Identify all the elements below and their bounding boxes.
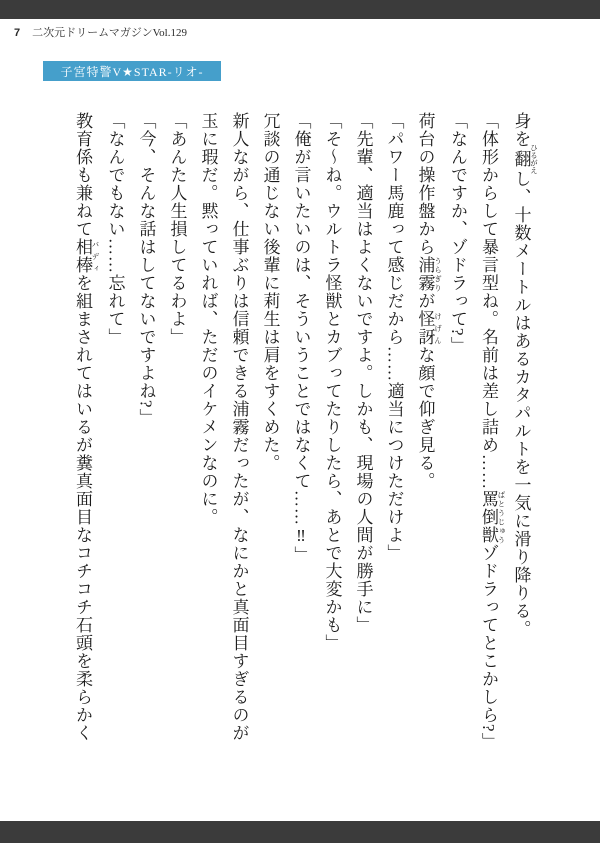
text-line: 教育係も兼ねて相棒 バディを組まされてはいるが糞真面目なコチコチ石頭を柔らかく — [73, 112, 100, 742]
top-bar — [0, 0, 600, 19]
text-line: 「なんですか、ゾドラって?」 — [448, 112, 467, 355]
text-line: 「あんた人生損してるわよ」 — [167, 112, 187, 346]
chapter-badge — [43, 61, 221, 81]
text-line: 荷台の操作盤から浦霧 うらぎりが怪訝 けげんな顔で仰ぎ見る。 — [415, 112, 443, 490]
text-line: 「体形からして暴言型ね。名前は差し詰め……罵倒獣 ばとうじゅうゾドラってとこかしら?」 — [479, 112, 506, 751]
text-line: 「パワー馬鹿って感じだから……適当につけただけよ」 — [384, 112, 404, 562]
furigana-ruby: 相棒 バディ — [73, 238, 100, 274]
furigana-ruby: 罵倒獣 ばとうじゅう — [479, 490, 506, 544]
furigana-ruby: 怪訝 けげん — [415, 310, 443, 346]
text-line: 身を翻 ひるがえし、十数メートルはあるカタパルトを一気に滑り降りる。 — [511, 112, 539, 638]
novel-text-block — [67, 112, 538, 772]
text-line: 冗談の通じない後輩に莉生は肩をすくめた。 — [260, 112, 280, 472]
text-line: 「俺が言いたいのは、そういうことではなくて……‼」 — [291, 112, 311, 564]
text-line: 「そ〜ね。ウルトラ怪獣とカブってたりしたら、あとで大変かも」 — [322, 112, 342, 652]
furigana-ruby: 浦霧 うらぎり — [415, 256, 443, 292]
chapter-badge-label: 子宮特警V★STAR-リオ- — [60, 64, 204, 79]
magazine-title: 二次元ドリームマガジンVol.129 — [32, 27, 187, 39]
text-line: 玉に瑕だ。黙っていれば、ただのイケメンなのに。 — [198, 112, 218, 526]
text-line: 「先輩、適当はよくないですよ。しかも、現場の人間が勝手に」 — [353, 112, 373, 634]
page-header — [14, 24, 187, 40]
text-line: 「今、そんな話はしてないですよね?」 — [136, 112, 156, 427]
page-number: 7 — [14, 27, 21, 39]
text-line: 「なんでもない……忘れて」 — [105, 112, 125, 346]
bottom-bar — [0, 821, 600, 843]
text-line: 新人ながら、仕事ぶりは信頼できる浦霧だったが、なにかと真面目すぎるのが — [229, 112, 249, 742]
furigana-ruby: 翻 ひるがえ — [511, 144, 539, 174]
